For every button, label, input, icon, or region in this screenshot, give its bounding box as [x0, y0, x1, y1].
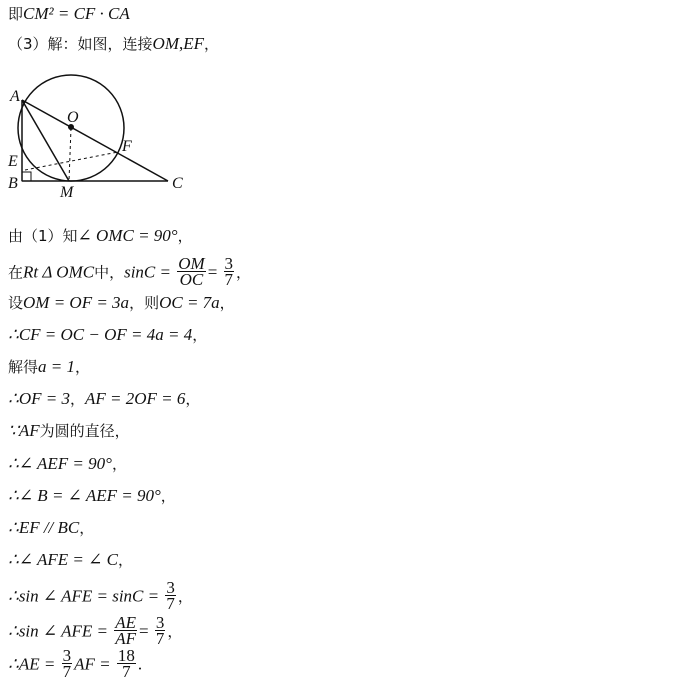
math: = — [207, 262, 218, 282]
math: Rt Δ OMC — [23, 262, 95, 282]
math: OM = OF = 3a — [23, 293, 130, 312]
label-m: M — [60, 184, 74, 200]
denominator: 7 — [155, 629, 165, 648]
segment-om — [69, 128, 71, 181]
text-line-13 — [8, 550, 133, 570]
fraction — [62, 648, 73, 679]
math: ∴EF // BC — [8, 518, 80, 537]
math: ∴∠ AFE = ∠ C — [8, 550, 118, 569]
text: ， — [79, 519, 95, 537]
text: 在 — [8, 263, 24, 282]
numerator: OM — [178, 254, 205, 273]
fraction — [165, 580, 176, 611]
math: ∴AE = — [8, 654, 56, 674]
text-line-7 — [8, 357, 90, 377]
numerator: 3 — [224, 254, 234, 273]
label-a: A — [10, 88, 20, 105]
math: ∴sin ∠ AFE = — [8, 621, 108, 641]
math: ∵AF — [8, 421, 40, 440]
text: ， — [236, 263, 252, 282]
text: ， — [160, 487, 176, 505]
geometry-figure — [0, 0, 200, 200]
text-line-11 — [8, 486, 176, 506]
text: ， — [117, 551, 133, 569]
text: ， — [219, 294, 235, 312]
text-line-16 — [8, 646, 143, 681]
denominator: 7 — [166, 594, 175, 613]
text: . — [137, 654, 143, 674]
text-line-3 — [8, 226, 193, 246]
math: OM — [152, 34, 179, 53]
label-o: O — [67, 109, 79, 126]
label-f: F — [122, 138, 132, 155]
text: 解得 — [8, 358, 39, 376]
math: ∠ OMC = 90° — [77, 226, 178, 245]
text: ， — [177, 227, 193, 245]
math: a = 1 — [38, 357, 75, 376]
segment-ac — [22, 100, 168, 181]
math: ∴CF = OC − OF = 4a = 4 — [8, 325, 193, 344]
text-line-15 — [8, 613, 183, 648]
label-c: C — [172, 175, 183, 192]
text: ，则 — [129, 294, 160, 312]
math: EF — [183, 34, 205, 53]
text-line-5 — [8, 293, 235, 313]
numerator: AE — [115, 613, 136, 632]
text: ， — [185, 390, 201, 408]
fraction — [224, 256, 235, 287]
fraction — [155, 615, 166, 646]
text-line-14 — [8, 578, 193, 613]
text-line-6 — [8, 325, 207, 345]
math: CM² = CF · CA — [23, 4, 130, 23]
text: （3）解：如图，连接 — [8, 35, 153, 53]
segment-ef — [25, 152, 118, 170]
text: ， — [192, 326, 208, 344]
math: ∴sin ∠ AFE = sinC = — [8, 586, 160, 606]
fraction — [117, 648, 136, 679]
math: sinC = — [124, 262, 171, 282]
denominator: AF — [115, 629, 136, 648]
text-line-10 — [8, 454, 127, 474]
text: 为圆的直径， — [39, 422, 130, 440]
text: 即 — [8, 5, 24, 23]
math: ∴∠ AEF = 90° — [8, 454, 112, 473]
segment-am — [22, 100, 69, 181]
text: ， — [69, 390, 85, 408]
text: 由（1）知 — [8, 227, 78, 245]
text-line-4 — [8, 254, 252, 289]
math: ∴∠ B = ∠ AEF = 90° — [8, 486, 161, 505]
text: ， — [75, 358, 91, 376]
fraction — [114, 615, 137, 646]
denominator: 7 — [122, 662, 131, 681]
sep: , — [179, 34, 184, 53]
denominator: 7 — [224, 270, 234, 289]
denominator: 7 — [62, 662, 72, 681]
text: ， — [177, 587, 193, 606]
math: ∴OF = 3 — [8, 389, 70, 408]
text: ， — [204, 35, 220, 53]
text-line-8 — [8, 389, 200, 409]
text: ， — [111, 455, 127, 473]
numerator: 18 — [117, 646, 135, 665]
fraction — [177, 256, 205, 287]
math: AF = — [74, 654, 111, 674]
text-line-12 — [8, 518, 94, 538]
label-e: E — [8, 153, 18, 170]
denominator: OC — [179, 270, 204, 289]
text: 设 — [8, 294, 24, 312]
numerator: 3 — [166, 578, 175, 597]
numerator: 3 — [62, 646, 72, 665]
text-line-9 — [8, 421, 130, 441]
right-angle-mark — [22, 172, 31, 181]
text: 中， — [94, 263, 125, 282]
math: AF = 2OF = 6 — [84, 389, 186, 408]
label-b: B — [8, 175, 18, 192]
math: OC = 7a — [159, 293, 220, 312]
math: = — [139, 621, 149, 641]
text: ， — [167, 622, 183, 641]
numerator: 3 — [155, 613, 165, 632]
